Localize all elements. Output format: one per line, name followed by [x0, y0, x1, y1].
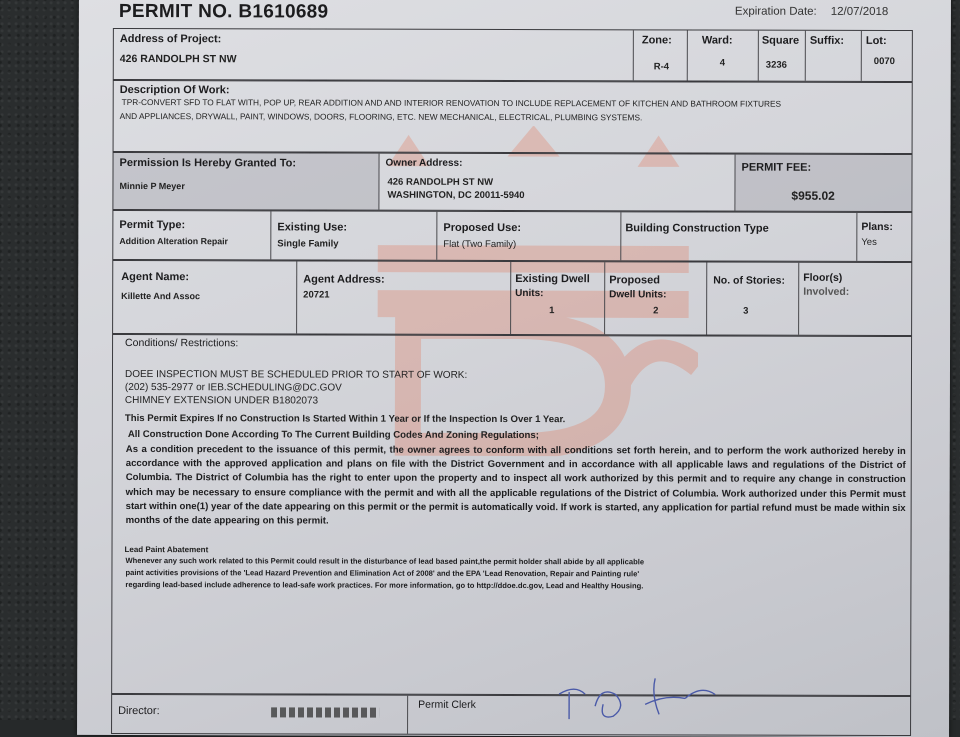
- lead-line1: Whenever any such work related to this Permit could result in the disturbance of lead based paint,the permit holder shall abide by all applicable: [125, 555, 645, 567]
- stories-cell: [707, 263, 799, 335]
- ward-value: 4: [719, 57, 726, 69]
- existing-use-cell: [271, 211, 437, 259]
- permit-document: [77, 0, 951, 737]
- proposed-dwell-label1: Proposed: [609, 274, 660, 287]
- footer-row: [111, 694, 911, 736]
- construction-type-cell: [621, 212, 857, 261]
- owner-line2: WASHINGTON, DC 20011-5940: [387, 189, 525, 202]
- lot-label: Lot:: [865, 34, 887, 47]
- fee-label: PERMIT FEE:: [741, 161, 812, 174]
- existing-dwell-label1: Existing Dwell: [515, 273, 590, 286]
- plans-label: Plans:: [861, 220, 893, 233]
- project-row: [113, 28, 913, 82]
- floors-label2: Involved:: [803, 285, 850, 298]
- description-line1: TPR-CONVERT SFD TO FLAT WITH, POP UP, REAR ADDITION AND AND INTERIOR RENOVATION TO INCLUDE REPLACEMENT OF KITCHEN AND BATHROOM FIXTURES: [121, 96, 782, 109]
- fee-value: $955.02: [791, 188, 835, 203]
- stories-value: 3: [743, 305, 749, 317]
- codes-notice: All Construction Done According To The Current Building Codes And Zoning Regulations;: [127, 428, 539, 442]
- lead-title: Lead Paint Abatement: [124, 544, 209, 555]
- permit-type-label: Permit Type:: [119, 218, 186, 232]
- agent-name-value: Killette And Assoc: [121, 290, 201, 302]
- existing-use-label: Existing Use:: [277, 221, 348, 234]
- expiration-date: [735, 6, 888, 18]
- permission-row: [112, 152, 912, 212]
- agent-address-value: 20721: [303, 289, 330, 301]
- permit-type-row: [112, 210, 912, 262]
- address-value: 426 RANDOLPH ST NW: [119, 52, 237, 66]
- clerk-label: Permit Clerk: [418, 698, 476, 711]
- doee-contact: (202) 535-2977 or IEB.SCHEDULING@DC.GOV: [124, 381, 342, 394]
- description-line2: AND APPLIANCES, DRYWALL, PAINT, WINDOWS, DOORS, FLOORING, ETC. NEW MECHANICAL, ELECTRICAL, PLUMBING SYSTEMS.: [119, 110, 643, 123]
- stories-label: No. of Stories:: [713, 274, 786, 287]
- square-label: Square: [761, 34, 800, 47]
- owner-label: Owner Address:: [385, 157, 463, 169]
- plans-value: Yes: [861, 236, 877, 248]
- lead-line2: paint activities provisions of the 'Lead Hazard Prevention and Elimination Act of 2008' and the EPA 'Lead Renovation, Repair and Painting rule': [125, 567, 640, 579]
- director-label: Director:: [118, 704, 160, 718]
- floors-label1: Floor(s): [803, 271, 843, 284]
- construction-type-label: Building Construction Type: [625, 222, 769, 235]
- description-label: Description Of Work:: [119, 83, 230, 97]
- proposed-dwell-label2: Dwell Units:: [609, 289, 667, 301]
- proposed-dwell-value: 2: [653, 305, 659, 317]
- permit-type-value: Addition Alteration Repair: [119, 235, 229, 247]
- zone-label: Zone:: [641, 34, 672, 47]
- proposed-use-value: Flat (Two Family): [443, 238, 517, 251]
- doee-inspection: DOEE INSPECTION MUST BE SCHEDULED PRIOR TO START OF WORK:: [124, 368, 468, 381]
- conditions-label: Conditions/ Restrictions:: [125, 336, 239, 350]
- existing-use-value: Single Family: [277, 238, 339, 250]
- expiry-notice: This Permit Expires If no Construction Is Started Within 1 Year or If the Inspection Is Over 1 Year.: [124, 412, 566, 426]
- agent-row: [112, 260, 912, 336]
- suffix-label: Suffix:: [809, 34, 845, 47]
- agent-name-label: Agent Name:: [121, 270, 190, 284]
- existing-dwell-label2: Units:: [515, 288, 544, 300]
- address-label: Address of Project:: [119, 32, 222, 46]
- granted-label: Permission Is Hereby Granted To:: [119, 156, 297, 170]
- existing-dwell-value: 1: [549, 305, 555, 317]
- expiration-label: Expiration Date:: [734, 5, 817, 18]
- expiration-value: 12/07/2018: [830, 5, 889, 18]
- proposed-use-cell: [437, 212, 621, 260]
- ward-label: Ward:: [701, 34, 733, 47]
- owner-line1: 426 RANDOLPH ST NW: [387, 176, 494, 188]
- granted-value: Minnie P Meyer: [119, 180, 185, 192]
- permit-number: PERMIT NO. B1610689: [118, 0, 329, 23]
- lot-value: 0070: [873, 55, 895, 67]
- clerk-signature: [555, 664, 735, 724]
- director-signature-partial: [271, 707, 379, 717]
- agent-address-label: Agent Address:: [303, 273, 385, 286]
- chimney-extension: CHIMNEY EXTENSION UNDER B1802073: [124, 394, 319, 407]
- square-value: 3236: [765, 59, 787, 71]
- lead-line3: regarding lead-based include adherence to lead-safe work practices. For more information, go to http://ddoe.dc.gov, Lead and Healthy Housing.: [125, 579, 644, 591]
- legal-paragraph: As a condition precedent to the issuance of this permit, the owner agrees to conform with all conditions set forth herein, and to perform the work authorized hereby in accordance with the approved application and plans on file with the District Government and in accordance with all applicable laws and regulations of the District of Columbia. The District of Columbia has the right to enter upon the property and to inspect all work authorized by this permit and to require any change in construction which may be necessary to ensure compliance with the permit and with all the applicable regulations of the District of Columbia. Work authorized under this Permit must start within one(1) year of the date appearing on this permit or the permit is automatically void. If work is started, any application for partial refund must be made within six months of the date appearing on this permit.: [125, 443, 906, 527]
- description-row: [113, 80, 913, 154]
- proposed-use-label: Proposed Use:: [443, 221, 522, 235]
- zone-value: R-4: [653, 61, 670, 73]
